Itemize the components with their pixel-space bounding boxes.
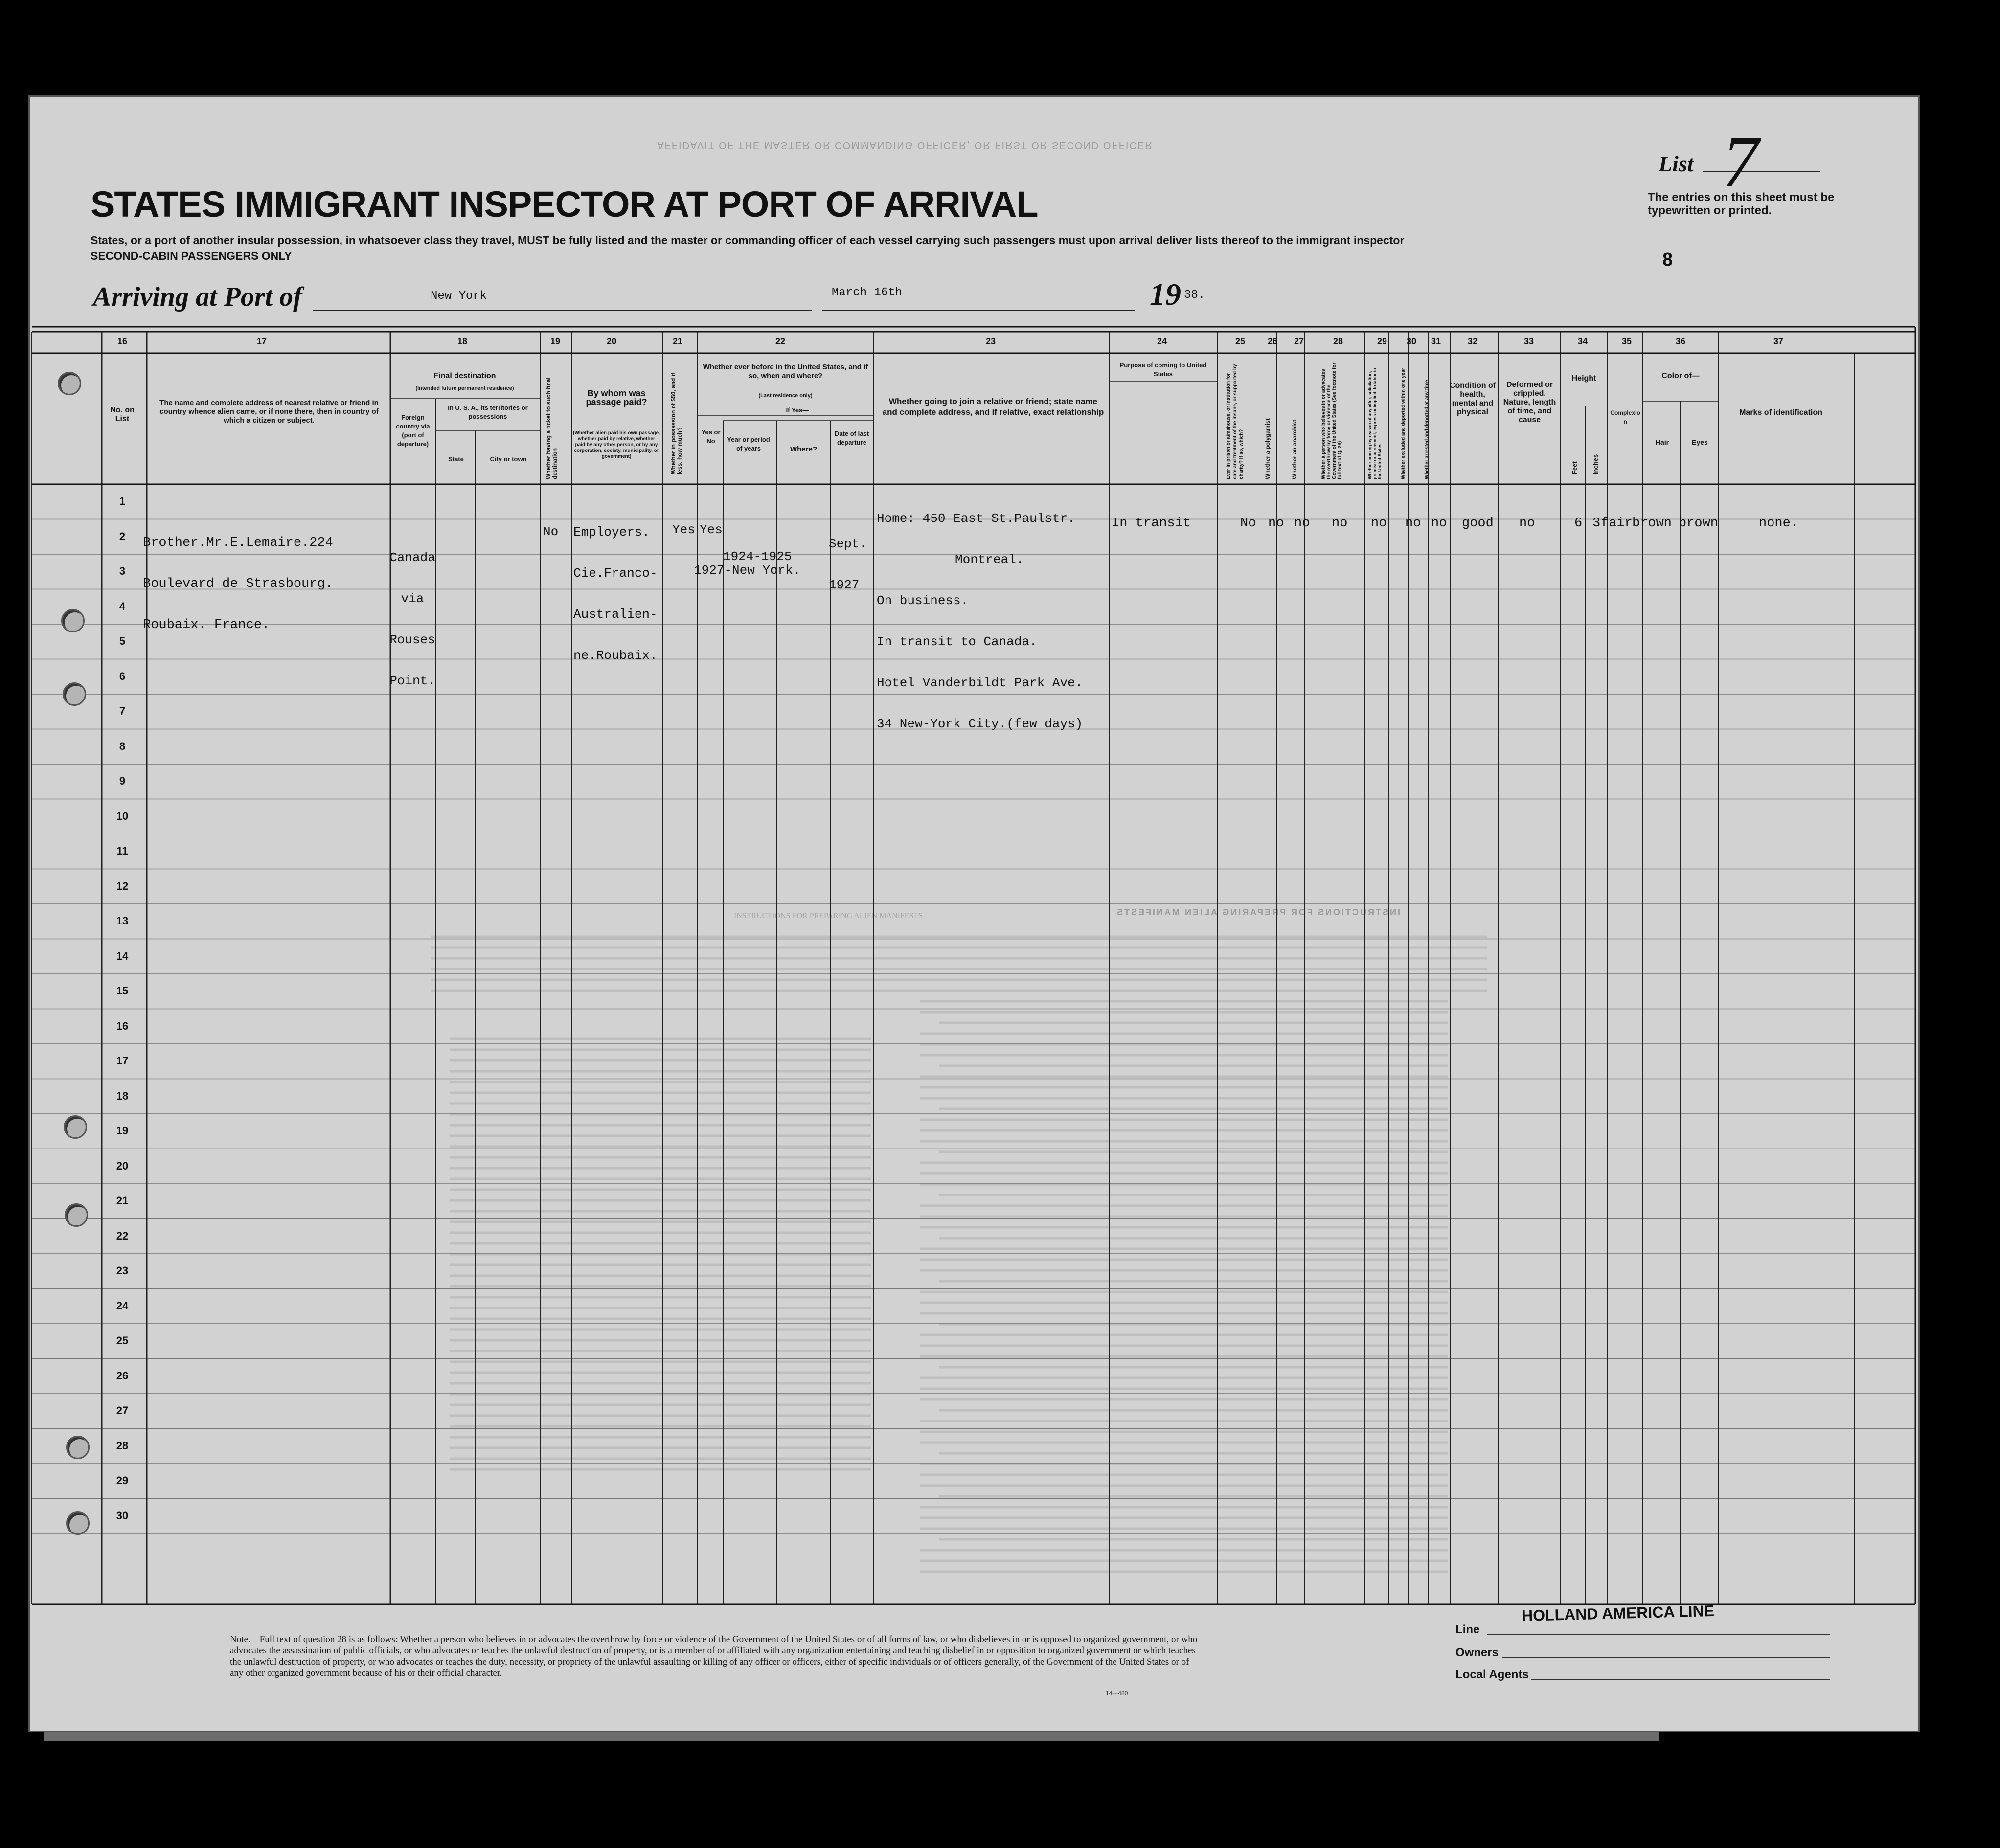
year-prefix: 19 (1150, 277, 1181, 312)
row-number: 14 (116, 949, 129, 962)
years-line: 1927-New York. (694, 563, 801, 578)
entry-polygamist: no (1268, 516, 1284, 531)
header-overthrow: Whether a person who believes in or advocates the overthrow by force or violence of the Government of the United States (See footnote for full text of Q. 28) (1321, 362, 1342, 479)
entry-ticket: No (543, 524, 559, 539)
col-number-37: 37 (1773, 337, 1784, 346)
header-feet: Feet (1571, 461, 1578, 474)
header-foreign-country: Foreign country via (port of departure) (396, 414, 430, 448)
local-agents-label: Local Agents (1455, 1668, 1529, 1681)
paid-line: Employers. (573, 525, 650, 540)
header-polygamist: Whether a polygamist (1264, 418, 1271, 479)
entry-prison: No (1240, 516, 1256, 531)
row-number: 9 (119, 775, 126, 787)
binder-hole (61, 609, 85, 632)
entry-nearest-relative (143, 509, 333, 646)
entry-marks: none. (1759, 516, 1799, 531)
header-deported: Whether arrested and deported at any time (1424, 380, 1430, 479)
entry-years-second (694, 536, 800, 591)
header-if-yes: If Yes— (786, 406, 809, 414)
entry-before-us: Yes (700, 522, 723, 537)
owners-underline (1502, 1657, 1830, 1658)
paid-line: Cie.Franco- (573, 566, 658, 581)
entry-excluded: no (1405, 516, 1421, 531)
header-year-period: Year or period of years (727, 436, 770, 452)
row-number: 20 (116, 1159, 129, 1172)
entry-eyes: brown (1679, 516, 1719, 531)
col-number-20: 20 (606, 337, 617, 346)
row-number: 18 (116, 1089, 129, 1102)
binder-hole (66, 1436, 90, 1459)
typing-instructions: The entries on this sheet must be typewritten or printed. (1648, 191, 1835, 217)
entry-height-inches: 3 (1592, 516, 1601, 531)
col-number-27: 27 (1294, 337, 1304, 346)
line-underline (1487, 1634, 1830, 1635)
join-line: Home: 450 East St.Paulstr. (877, 511, 1075, 526)
col-number-32: 32 (1467, 337, 1478, 346)
row-number: 24 (116, 1299, 129, 1312)
col-number-23: 23 (985, 337, 996, 346)
header-ticket: Whether having a ticket to such final destination (545, 377, 558, 479)
line-label: Line (1455, 1623, 1480, 1636)
header-prison-almshouse: Ever in prison or almshouse, or institution for care and treatment of the insane, or supported by charity? If so, which? (1226, 364, 1244, 479)
header-state: State (448, 455, 464, 463)
passenger-class-label: SECOND-CABIN PASSENGERS ONLY (91, 249, 292, 262)
entry-purpose: In transit (1112, 516, 1191, 531)
header-final-destination-sub: (Intended future permanent residence) (415, 385, 514, 391)
header-ever-before-us: Whether ever before in the United States, and if so, when and where? (703, 363, 868, 380)
arriving-label: Arriving at Port of (93, 282, 302, 312)
header-fifty-dollars: Whether in possession of $50, and if less, how much? (670, 372, 683, 474)
entry-deformed: no (1519, 516, 1535, 531)
page-title: STATES IMMIGRANT INSPECTOR AT PORT OF ARRIVAL (91, 184, 1038, 225)
row-number: 16 (116, 1019, 129, 1032)
header-instruction-line: States, or a port of another insular possession, in whatsoever class they travel, MUST be fully listed and the master or commanding officer of each vessel carrying such passengers must upon arrival deliver lists thereof to the immigrant inspector (91, 234, 1405, 247)
list-label: List (1659, 151, 1694, 176)
header-height: Height (1571, 374, 1596, 383)
header-last-residence: (Last residence only) (758, 393, 813, 399)
header-city-town: City or town (490, 455, 527, 463)
row-number: 28 (116, 1439, 129, 1452)
row-number: 21 (116, 1194, 129, 1207)
header-in-usa: In U. S. A., its territories or possessions (448, 404, 528, 420)
row-number: 27 (116, 1404, 129, 1417)
paid-line: Australien- (573, 607, 658, 622)
sheet-number: 8 (1662, 249, 1673, 270)
row-number: 10 (116, 810, 129, 822)
header-eyes: Eyes (1692, 438, 1708, 446)
via-line: Canada (389, 550, 435, 565)
col-number-36: 36 (1675, 337, 1686, 346)
col-number-30: 30 (1406, 337, 1417, 346)
header-hair: Hair (1655, 438, 1669, 446)
agents-underline (1531, 1679, 1830, 1680)
header-excluded: Whether excluded and deported within one year (1401, 368, 1406, 479)
entry-complexion: fair (1601, 516, 1633, 531)
col-number-26: 26 (1267, 337, 1278, 346)
header-where: Where? (790, 445, 817, 453)
header-date-departure: Date of last departure (834, 430, 869, 446)
col-number-29: 29 (1377, 337, 1387, 346)
header-yes-no: Yes or No (701, 428, 721, 445)
via-line: via (401, 591, 424, 606)
header-nearest-relative: The name and complete address of nearest relative or friend in country whence alien came, or if none there, then in country of which a citizen or subject. (159, 399, 379, 425)
paid-line: ne.Roubaix. (573, 648, 658, 663)
entry-hair: brown (1632, 516, 1672, 531)
entry-deported: no (1431, 516, 1447, 531)
row-number: 30 (116, 1509, 129, 1522)
col-number-25: 25 (1235, 337, 1246, 346)
row-number: 3 (119, 565, 126, 577)
relative-line: Boulevard de Strasbourg. (143, 577, 333, 591)
join-line: On business. (877, 593, 969, 608)
owners-label: Owners (1455, 1646, 1499, 1659)
entry-fifty-dollars: Yes (672, 522, 695, 537)
binder-hole (63, 682, 86, 706)
entry-height-feet: 6 (1574, 516, 1583, 531)
departure-line: Sept. (829, 537, 867, 551)
binder-hole (64, 1115, 87, 1139)
header-passage-paid-sub: (Whether alien paid his own passage, whether paid by relative, whether paid by any other person, or by any corporation, society, municipality, or government) (573, 430, 660, 459)
header-no-on-list: No. on List (110, 406, 135, 423)
col-number-24: 24 (1157, 337, 1167, 346)
header-final-destination: Final destination (433, 372, 496, 380)
header-color-of: Color of— (1661, 372, 1700, 380)
row-number: 23 (116, 1264, 129, 1277)
row-number: 17 (116, 1055, 129, 1067)
bleed-through-left-heading: INSTRUCTIONS FOR PREPARING ALIEN MANIFESTS (734, 912, 923, 920)
port-value: New York (431, 290, 487, 303)
row-number: 5 (119, 635, 126, 647)
row-number: 8 (119, 740, 126, 752)
binder-hole (66, 1511, 90, 1535)
departure-line: 1927 (829, 578, 860, 592)
row-number: 6 (119, 670, 126, 682)
row-number: 11 (116, 845, 128, 857)
header-going-to-join: Whether going to join a relative or friend; state name and complete address, and if relative, exact relationship (882, 397, 1104, 417)
row-number: 7 (119, 705, 126, 717)
row-number: 19 (116, 1125, 129, 1137)
form-number: 14—480 (1106, 1690, 1128, 1697)
col-number-34: 34 (1577, 337, 1588, 346)
relative-line: Brother.Mr.E.Lemaire.224 (143, 536, 333, 550)
years-line: 1924-1925 (723, 549, 792, 564)
holland-america-line-stamp: HOLLAND AMERICA LINE (1521, 1601, 1715, 1625)
col-number-28: 28 (1333, 337, 1343, 346)
entry-labor-offer: no (1371, 516, 1387, 531)
row-number: 29 (116, 1474, 129, 1487)
date-value: March 16th (832, 286, 903, 299)
entry-foreign-via (386, 523, 439, 701)
join-line: 34 New-York City.(few days) (877, 717, 1083, 731)
entry-passage-paid (573, 498, 658, 676)
col-number-16: 16 (117, 337, 128, 346)
bleed-through-instructions-title: INSTRUCTIONS FOR PREPARING ALIEN MANIFESTS (1115, 907, 1401, 917)
row-number: 22 (116, 1229, 129, 1242)
join-line: In transit to Canada. (877, 634, 1037, 649)
entry-going-to-join (877, 484, 1083, 744)
row-number: 12 (116, 879, 129, 892)
row-number: 26 (116, 1369, 129, 1382)
header-passage-paid: By whom was passage paid? (586, 388, 647, 407)
row-number: 15 (116, 985, 129, 997)
header-inches: Inches (1592, 454, 1599, 474)
col-number-18: 18 (457, 337, 468, 346)
row-number: 25 (116, 1334, 129, 1347)
row-number: 2 (119, 530, 126, 542)
header-purpose: Purpose of coming to United States (1119, 361, 1207, 378)
col-number-17: 17 (256, 337, 267, 346)
entry-last-departure (829, 510, 867, 606)
col-number-22: 22 (775, 337, 786, 346)
col-number-19: 19 (550, 337, 561, 346)
question-28-footnote: Note.—Full text of question 28 is as follows: Whether a person who believes in or advocates the overthrow by force or violence of the Government of the United States or of all forms of law, or who disbelieves in or is opposed to organized government, or who advocates the assassination of public officials, or who advocates or teaches the unlawful destruction of property, or is a member of or affiliated with any organization entertaining and teaching disbelief in or opposition to organized government or which teaches the unlawful destruction of property, or who advocates or teaches the duty, necessity, or propriety of the unlawful assaulting or killing of any officer or officers, either of specific individuals or of officers generally, of the Government of the United States or of any other organized government because of his or their official character. (230, 1634, 1198, 1678)
join-line: Montreal. (955, 552, 1024, 567)
entry-anarchist: no (1294, 516, 1310, 531)
binder-hole (65, 1203, 88, 1227)
binder-hole (58, 372, 81, 395)
via-line: Point. (389, 674, 435, 688)
col-number-21: 21 (672, 337, 683, 346)
entry-health: good (1462, 516, 1494, 531)
row-number: 1 (119, 495, 126, 507)
header-marks-identification: Marks of identification (1739, 408, 1822, 417)
header-condition: Condition of health, mental and physical (1449, 382, 1496, 416)
relative-line: Roubaix. France. (143, 618, 270, 632)
via-line: Rouses (389, 632, 435, 647)
header-deformed: Deformed or crippled. Nature, length of time, and cause (1503, 381, 1556, 424)
entry-overthrow: no (1332, 516, 1348, 531)
bleed-through-heading: AFFIDAVIT OF THE MASTER OR COMMANDING OFFICER, OR FIRST OR SECOND OFFICER (657, 140, 1153, 151)
header-anarchist: Whether an anarchist (1291, 419, 1298, 479)
col-number-31: 31 (1431, 337, 1441, 346)
col-number-33: 33 (1523, 337, 1534, 346)
header-labor-offer: Whether coming by reason of any offer, solicitation, promise or agreement, express or implied, to labor in the United States (1367, 368, 1382, 479)
row-number: 13 (116, 915, 129, 927)
header-complexion: Complexion (1610, 409, 1640, 425)
list-number: 7 (1722, 121, 1759, 203)
year-suffix: 38. (1184, 289, 1205, 302)
row-number: 4 (119, 600, 126, 612)
join-line: Hotel Vanderbildt Park Ave. (877, 676, 1083, 690)
col-number-35: 35 (1621, 337, 1632, 346)
